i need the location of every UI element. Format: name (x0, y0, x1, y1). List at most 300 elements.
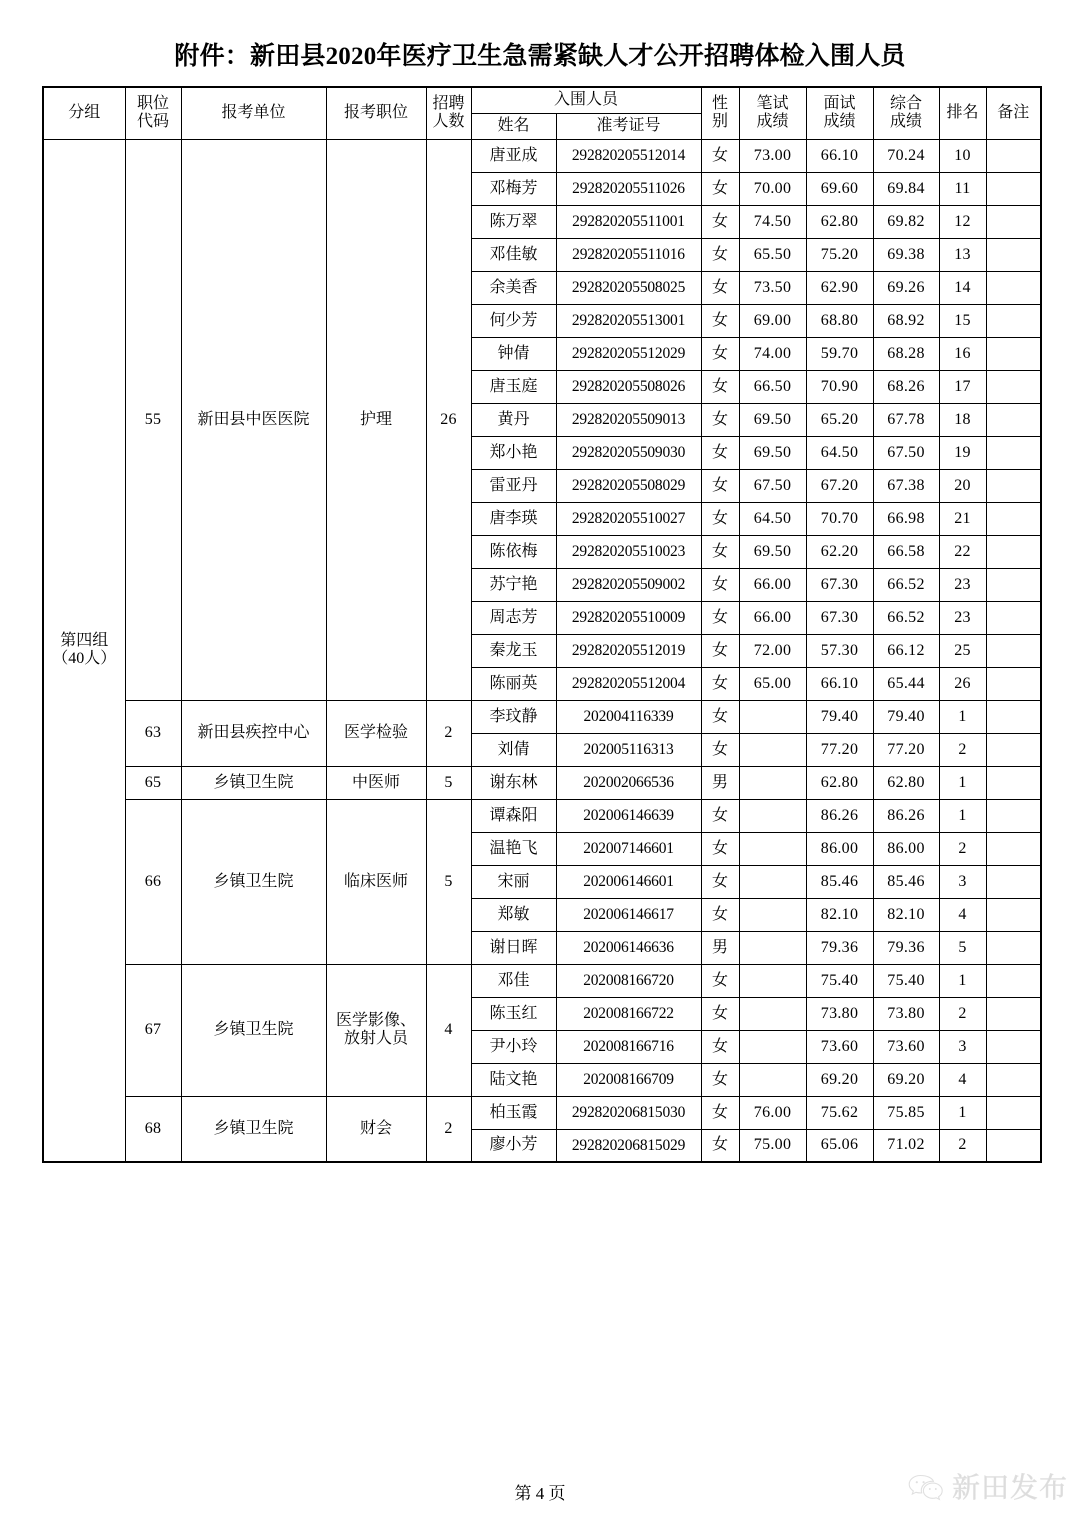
position-cell (326, 964, 426, 1096)
sex-cell: 女 (701, 898, 739, 931)
hire-count-cell: 4 (426, 964, 471, 1096)
rank-cell: 22 (939, 535, 986, 568)
sex-cell: 女 (701, 832, 739, 865)
ticket-number-cell: 202008166722 (556, 997, 701, 1030)
candidate-name-cell: 钟倩 (471, 337, 556, 370)
written-score-cell (739, 733, 806, 766)
written-score-cell: 74.50 (739, 205, 806, 238)
remark-cell (986, 271, 1041, 304)
interview-score-cell: 62.20 (806, 535, 873, 568)
candidate-name-cell: 黄丹 (471, 403, 556, 436)
candidate-name-cell: 陈依梅 (471, 535, 556, 568)
interview-score-cell: 85.46 (806, 865, 873, 898)
ticket-number-cell: 202007146601 (556, 832, 701, 865)
header-written-line1: 笔试 (756, 95, 789, 113)
composite-score-cell: 75.85 (873, 1096, 939, 1129)
interview-score-cell: 66.10 (806, 139, 873, 172)
composite-score-cell: 66.58 (873, 535, 939, 568)
remark-cell (986, 667, 1041, 700)
composite-score-cell: 62.80 (873, 766, 939, 799)
candidate-name-cell: 陆文艳 (471, 1063, 556, 1096)
ticket-number-cell: 292820206815030 (556, 1096, 701, 1129)
remark-cell (986, 634, 1041, 667)
written-score-cell (739, 832, 806, 865)
sex-cell: 女 (701, 997, 739, 1030)
unit-cell: 乡镇卫生院 (181, 964, 326, 1096)
interview-score-cell: 59.70 (806, 337, 873, 370)
sex-cell: 女 (701, 205, 739, 238)
composite-score-cell: 73.60 (873, 1030, 939, 1063)
interview-score-cell: 65.20 (806, 403, 873, 436)
ticket-number-cell: 292820205510023 (556, 535, 701, 568)
rank-cell: 23 (939, 568, 986, 601)
ticket-number-cell: 292820205509002 (556, 568, 701, 601)
composite-score-cell: 66.12 (873, 634, 939, 667)
candidate-name-cell: 郑小艳 (471, 436, 556, 469)
sex-cell: 女 (701, 469, 739, 502)
written-score-cell: 72.00 (739, 634, 806, 667)
sex-cell: 女 (701, 1063, 739, 1096)
interview-score-cell: 64.50 (806, 436, 873, 469)
watermark-text: 新田发布 (951, 1472, 1068, 1503)
written-score-cell: 74.00 (739, 337, 806, 370)
candidate-name-cell: 谢东林 (471, 766, 556, 799)
sex-cell: 男 (701, 931, 739, 964)
header-job-code (125, 87, 181, 139)
remark-cell (986, 931, 1041, 964)
hire-count-cell: 2 (426, 700, 471, 766)
hire-count-cell: 26 (426, 139, 471, 700)
composite-score-cell: 85.46 (873, 865, 939, 898)
remark-cell (986, 502, 1041, 535)
sex-cell: 女 (701, 502, 739, 535)
written-score-cell: 66.00 (739, 568, 806, 601)
watermark (906, 1466, 1068, 1506)
remark-cell (986, 997, 1041, 1030)
interview-score-cell: 67.30 (806, 568, 873, 601)
rank-cell: 19 (939, 436, 986, 469)
composite-score-cell: 67.38 (873, 469, 939, 502)
job-code-cell: 67 (125, 964, 181, 1096)
written-score-cell: 69.00 (739, 304, 806, 337)
rank-cell: 1 (939, 1096, 986, 1129)
interview-score-cell: 73.60 (806, 1030, 873, 1063)
header-sex (701, 87, 739, 139)
sex-cell: 女 (701, 370, 739, 403)
job-code-cell: 63 (125, 700, 181, 766)
written-score-cell (739, 997, 806, 1030)
ticket-number-cell: 292820205512004 (556, 667, 701, 700)
written-score-cell: 70.00 (739, 172, 806, 205)
remark-cell (986, 205, 1041, 238)
ticket-number-cell: 292820205508025 (556, 271, 701, 304)
ticket-number-cell: 202002066536 (556, 766, 701, 799)
written-score-cell: 65.50 (739, 238, 806, 271)
candidate-name-cell: 余美香 (471, 271, 556, 304)
interview-score-cell: 73.80 (806, 997, 873, 1030)
candidate-name-cell: 唐李瑛 (471, 502, 556, 535)
wechat-icon (906, 1471, 946, 1501)
ticket-number-cell: 202006146636 (556, 931, 701, 964)
rank-cell: 20 (939, 469, 986, 502)
candidate-name-cell: 周志芳 (471, 601, 556, 634)
rank-cell: 26 (939, 667, 986, 700)
remark-cell (986, 1096, 1041, 1129)
ticket-number-cell: 292820205508026 (556, 370, 701, 403)
remark-cell (986, 337, 1041, 370)
ticket-number-cell: 292820205513001 (556, 304, 701, 337)
header-written-line2: 成绩 (756, 113, 789, 131)
remark-cell (986, 370, 1041, 403)
group-label-line1: 第四组 (60, 632, 109, 650)
header-interview-score (806, 87, 873, 139)
written-score-cell: 76.00 (739, 1096, 806, 1129)
remark-cell (986, 304, 1041, 337)
interview-score-cell: 86.26 (806, 799, 873, 832)
table-row (43, 139, 1041, 172)
remark-cell (986, 436, 1041, 469)
header-group: 分组 (43, 87, 125, 139)
written-score-cell: 65.00 (739, 667, 806, 700)
candidate-name-cell: 陈玉红 (471, 997, 556, 1030)
remark-cell (986, 832, 1041, 865)
composite-score-cell: 69.84 (873, 172, 939, 205)
written-score-cell (739, 964, 806, 997)
composite-score-cell: 71.02 (873, 1129, 939, 1162)
written-score-cell (739, 700, 806, 733)
ticket-number-cell: 202008166720 (556, 964, 701, 997)
position-cell: 医学检验 (326, 700, 426, 766)
rank-cell: 1 (939, 964, 986, 997)
rank-cell: 2 (939, 997, 986, 1030)
candidate-name-cell: 邓梅芳 (471, 172, 556, 205)
composite-score-cell: 67.78 (873, 403, 939, 436)
candidates-table (42, 86, 1042, 1163)
written-score-cell (739, 766, 806, 799)
header-composite-score (873, 87, 939, 139)
candidate-name-cell: 尹小玲 (471, 1030, 556, 1063)
remark-cell (986, 1030, 1041, 1063)
header-job-code-line2: 代码 (136, 113, 169, 131)
rank-cell: 2 (939, 1129, 986, 1162)
ticket-number-cell: 292820205509013 (556, 403, 701, 436)
interview-score-cell: 79.36 (806, 931, 873, 964)
ticket-number-cell: 202006146639 (556, 799, 701, 832)
ticket-number-cell: 292820205512019 (556, 634, 701, 667)
candidate-name-cell: 宋丽 (471, 865, 556, 898)
remark-cell (986, 601, 1041, 634)
written-score-cell (739, 799, 806, 832)
composite-score-cell: 86.00 (873, 832, 939, 865)
composite-score-cell: 69.20 (873, 1063, 939, 1096)
rank-cell: 2 (939, 733, 986, 766)
interview-score-cell: 67.20 (806, 469, 873, 502)
job-code-cell: 55 (125, 139, 181, 700)
interview-score-cell: 77.20 (806, 733, 873, 766)
written-score-cell (739, 898, 806, 931)
candidate-name-cell: 唐玉庭 (471, 370, 556, 403)
header-row-1 (43, 87, 1041, 113)
rank-cell: 2 (939, 832, 986, 865)
interview-score-cell: 57.30 (806, 634, 873, 667)
remark-cell (986, 865, 1041, 898)
composite-score-cell: 68.26 (873, 370, 939, 403)
rank-cell: 18 (939, 403, 986, 436)
group-cell (43, 139, 125, 1162)
composite-score-cell: 66.98 (873, 502, 939, 535)
sex-cell: 女 (701, 436, 739, 469)
page-number: 第 4 页 (514, 1484, 566, 1503)
interview-score-cell: 65.06 (806, 1129, 873, 1162)
candidate-name-cell: 李玟静 (471, 700, 556, 733)
header-written-score (739, 87, 806, 139)
written-score-cell: 64.50 (739, 502, 806, 535)
header-sex-line1: 性 (712, 95, 729, 113)
candidates-table-container (42, 86, 1040, 1163)
candidate-name-cell: 雷亚丹 (471, 469, 556, 502)
rank-cell: 11 (939, 172, 986, 205)
interview-score-cell: 70.90 (806, 370, 873, 403)
written-score-cell: 73.00 (739, 139, 806, 172)
sex-cell: 女 (701, 304, 739, 337)
sex-cell: 女 (701, 799, 739, 832)
candidate-name-cell: 邓佳 (471, 964, 556, 997)
composite-score-cell: 73.80 (873, 997, 939, 1030)
sex-cell: 女 (701, 238, 739, 271)
rank-cell: 1 (939, 700, 986, 733)
candidate-name-cell: 苏宁艳 (471, 568, 556, 601)
ticket-number-cell: 202004116339 (556, 700, 701, 733)
composite-score-cell: 65.44 (873, 667, 939, 700)
header-unit: 报考单位 (181, 87, 326, 139)
header-composite-line2: 成绩 (890, 113, 923, 131)
position-cell: 中医师 (326, 766, 426, 799)
candidate-name-cell: 陈丽英 (471, 667, 556, 700)
candidate-name-cell: 廖小芳 (471, 1129, 556, 1162)
composite-score-cell: 69.82 (873, 205, 939, 238)
composite-score-cell: 82.10 (873, 898, 939, 931)
table-body (43, 139, 1041, 1162)
position-line2: 放射人员 (343, 1030, 408, 1047)
sex-cell: 女 (701, 733, 739, 766)
interview-score-cell: 62.80 (806, 766, 873, 799)
position-line1: 医学影像、 (335, 1012, 416, 1030)
sex-cell: 女 (701, 271, 739, 304)
remark-cell (986, 898, 1041, 931)
written-score-cell: 66.00 (739, 601, 806, 634)
composite-score-cell: 67.50 (873, 436, 939, 469)
table-row (43, 964, 1041, 997)
hire-count-cell: 5 (426, 766, 471, 799)
composite-score-cell: 66.52 (873, 568, 939, 601)
rank-cell: 4 (939, 898, 986, 931)
ticket-number-cell: 292820205512014 (556, 139, 701, 172)
rank-cell: 12 (939, 205, 986, 238)
sex-cell: 女 (701, 1129, 739, 1162)
unit-cell: 乡镇卫生院 (181, 799, 326, 964)
job-code-cell: 65 (125, 766, 181, 799)
interview-score-cell: 66.10 (806, 667, 873, 700)
written-score-cell: 75.00 (739, 1129, 806, 1162)
ticket-number-cell: 292820205511016 (556, 238, 701, 271)
candidate-name-cell: 谭森阳 (471, 799, 556, 832)
rank-cell: 1 (939, 766, 986, 799)
written-score-cell (739, 931, 806, 964)
sex-cell: 女 (701, 337, 739, 370)
sex-cell: 女 (701, 865, 739, 898)
job-code-cell: 68 (125, 1096, 181, 1162)
sex-cell: 女 (701, 535, 739, 568)
rank-cell: 3 (939, 865, 986, 898)
interview-score-cell: 67.30 (806, 601, 873, 634)
remark-cell (986, 700, 1041, 733)
sex-cell: 女 (701, 568, 739, 601)
remark-cell (986, 1063, 1041, 1096)
ticket-number-cell: 202008166716 (556, 1030, 701, 1063)
composite-score-cell: 77.20 (873, 733, 939, 766)
header-position: 报考职位 (326, 87, 426, 139)
rank-cell: 25 (939, 634, 986, 667)
table-row (43, 799, 1041, 832)
remark-cell (986, 535, 1041, 568)
rank-cell: 17 (939, 370, 986, 403)
rank-cell: 16 (939, 337, 986, 370)
rank-cell: 10 (939, 139, 986, 172)
written-score-cell (739, 1030, 806, 1063)
remark-cell (986, 469, 1041, 502)
written-score-cell: 69.50 (739, 403, 806, 436)
ticket-number-cell: 202005116313 (556, 733, 701, 766)
written-score-cell: 69.50 (739, 436, 806, 469)
header-hire-count-line2: 人数 (432, 113, 465, 131)
interview-score-cell: 62.90 (806, 271, 873, 304)
ticket-number-cell: 202006146601 (556, 865, 701, 898)
header-job-code-line1: 职位 (136, 95, 169, 113)
remark-cell (986, 766, 1041, 799)
rank-cell: 4 (939, 1063, 986, 1096)
header-hire-count (426, 87, 471, 139)
written-score-cell: 73.50 (739, 271, 806, 304)
sex-cell: 女 (701, 403, 739, 436)
interview-score-cell: 68.80 (806, 304, 873, 337)
composite-score-cell: 69.26 (873, 271, 939, 304)
table-row (43, 700, 1041, 733)
ticket-number-cell: 202008166709 (556, 1063, 701, 1096)
group-label-line2: （40人） (52, 650, 117, 668)
composite-score-cell: 70.24 (873, 139, 939, 172)
remark-cell (986, 403, 1041, 436)
written-score-cell: 69.50 (739, 535, 806, 568)
rank-cell: 5 (939, 931, 986, 964)
rank-cell: 3 (939, 1030, 986, 1063)
composite-score-cell: 68.28 (873, 337, 939, 370)
ticket-number-cell: 292820205509030 (556, 436, 701, 469)
header-hire-count-line1: 招聘 (432, 95, 465, 113)
candidate-name-cell: 秦龙玉 (471, 634, 556, 667)
interview-score-cell: 69.20 (806, 1063, 873, 1096)
ticket-number-cell: 292820205510027 (556, 502, 701, 535)
candidate-name-cell: 刘倩 (471, 733, 556, 766)
position-cell: 临床医师 (326, 799, 426, 964)
composite-score-cell: 68.92 (873, 304, 939, 337)
header-composite-line1: 综合 (890, 95, 923, 113)
remark-cell (986, 172, 1041, 205)
table-row (43, 1096, 1041, 1129)
sex-cell: 女 (701, 634, 739, 667)
composite-score-cell: 86.26 (873, 799, 939, 832)
rank-cell: 14 (939, 271, 986, 304)
interview-score-cell: 82.10 (806, 898, 873, 931)
candidate-name-cell: 何少芳 (471, 304, 556, 337)
header-rank: 排名 (939, 87, 986, 139)
candidate-name-cell: 陈万翠 (471, 205, 556, 238)
interview-score-cell: 70.70 (806, 502, 873, 535)
header-candidates: 入围人员 (471, 87, 701, 113)
candidate-name-cell: 谢日晖 (471, 931, 556, 964)
sex-cell: 女 (701, 964, 739, 997)
remark-cell (986, 238, 1041, 271)
ticket-number-cell: 202006146617 (556, 898, 701, 931)
rank-cell: 23 (939, 601, 986, 634)
composite-score-cell: 79.40 (873, 700, 939, 733)
hire-count-cell: 5 (426, 799, 471, 964)
sex-cell: 女 (701, 601, 739, 634)
sex-cell: 男 (701, 766, 739, 799)
sex-cell: 女 (701, 139, 739, 172)
ticket-number-cell: 292820205508029 (556, 469, 701, 502)
table-header (43, 87, 1041, 139)
remark-cell (986, 1129, 1041, 1162)
unit-cell: 新田县中医医院 (181, 139, 326, 700)
interview-score-cell: 75.20 (806, 238, 873, 271)
interview-score-cell: 79.40 (806, 700, 873, 733)
interview-score-cell: 86.00 (806, 832, 873, 865)
sex-cell: 女 (701, 1030, 739, 1063)
sex-cell: 女 (701, 667, 739, 700)
hire-count-cell: 2 (426, 1096, 471, 1162)
header-interview-line2: 成绩 (823, 113, 856, 131)
unit-cell: 乡镇卫生院 (181, 766, 326, 799)
header-name: 姓名 (471, 113, 556, 139)
written-score-cell (739, 1063, 806, 1096)
interview-score-cell: 75.62 (806, 1096, 873, 1129)
remark-cell (986, 568, 1041, 601)
candidate-name-cell: 邓佳敏 (471, 238, 556, 271)
rank-cell: 1 (939, 799, 986, 832)
page-title: 附件：新田县2020年医疗卫生急需紧缺人才公开招聘体检入围人员 (174, 43, 906, 70)
remark-cell (986, 139, 1041, 172)
interview-score-cell: 75.40 (806, 964, 873, 997)
composite-score-cell: 79.36 (873, 931, 939, 964)
written-score-cell: 66.50 (739, 370, 806, 403)
candidate-name-cell: 郑敏 (471, 898, 556, 931)
unit-cell: 乡镇卫生院 (181, 1096, 326, 1162)
rank-cell: 13 (939, 238, 986, 271)
interview-score-cell: 69.60 (806, 172, 873, 205)
rank-cell: 21 (939, 502, 986, 535)
remark-cell (986, 964, 1041, 997)
ticket-number-cell: 292820205510009 (556, 601, 701, 634)
ticket-number-cell: 292820205511001 (556, 205, 701, 238)
composite-score-cell: 69.38 (873, 238, 939, 271)
ticket-number-cell: 292820206815029 (556, 1129, 701, 1162)
header-sex-line2: 别 (712, 113, 729, 131)
candidate-name-cell: 温艳飞 (471, 832, 556, 865)
composite-score-cell: 75.40 (873, 964, 939, 997)
unit-cell: 新田县疾控中心 (181, 700, 326, 766)
rank-cell: 15 (939, 304, 986, 337)
job-code-cell: 66 (125, 799, 181, 964)
